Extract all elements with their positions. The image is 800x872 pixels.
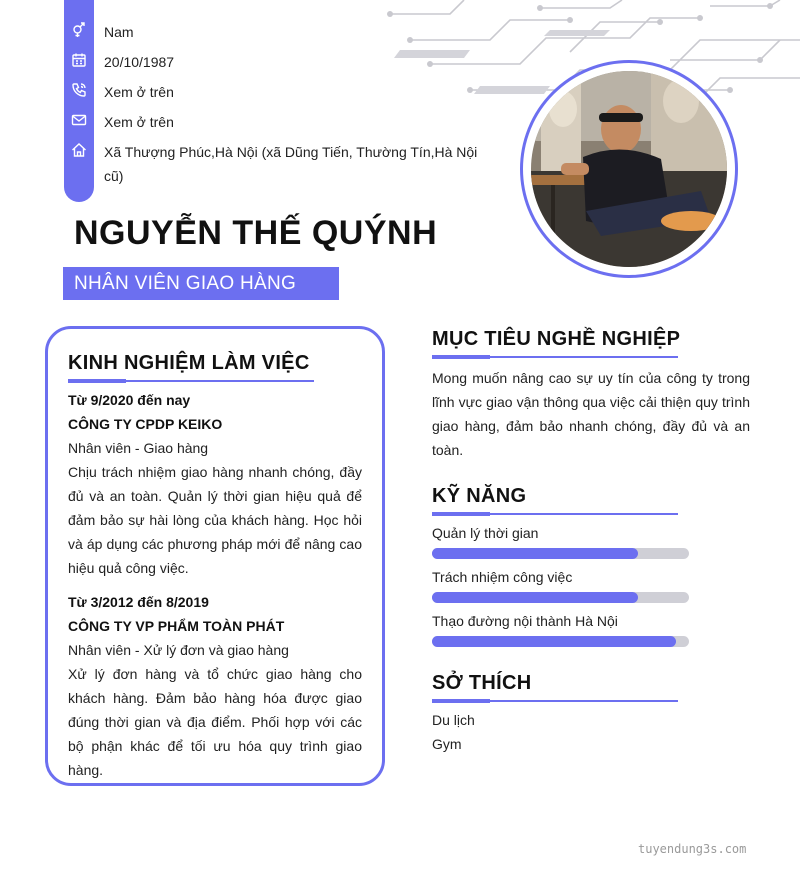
address-line-2: cũ) <box>104 168 124 184</box>
address-text <box>104 140 477 188</box>
experience-list <box>68 388 362 782</box>
address-line-1: Xã Thượng Phúc,Hà Nội (xã Dũng Tiến, Thường Tín,Hà Nội <box>104 144 478 160</box>
birthday-text: 20/10/1987 <box>104 54 175 70</box>
experience-description: Chịu trách nhiệm giao hàng nhanh chóng, đầy đủ và an toàn. Quản lý thời gian hiệu quả để đảm bảo sự hài lòng của khách hàng. Học hỏi và áp dụng các phương pháp mới để nâng cao hiệu quả công việc. <box>68 464 362 576</box>
skill-bar-fill <box>432 636 676 647</box>
objective-title: MỤC TIÊU NGHỀ NGHIỆP <box>432 328 681 350</box>
phone-row <box>64 80 484 104</box>
experience-period: Từ 9/2020 đến nay <box>68 392 191 408</box>
skill-label: Thạo đường nội thành Hà Nội <box>432 613 618 629</box>
skill-bar-track <box>432 548 689 559</box>
hobbies-title: SỞ THÍCH <box>432 672 532 694</box>
gender-icon <box>64 20 94 40</box>
skills-title: KỸ NĂNG <box>432 485 527 507</box>
email-row <box>64 110 484 134</box>
watermark: tuyendung3s.com <box>638 842 747 856</box>
hobby-item: Du lịch <box>432 712 475 728</box>
hobby-item: Gym <box>432 736 462 752</box>
candidate-name: NGUYỄN THẾ QUÝNH <box>74 214 438 252</box>
experience-position: Nhân viên - Giao hàng <box>68 440 209 456</box>
skill-bar-track <box>432 636 689 647</box>
birthday-row <box>64 50 484 74</box>
hobbies-underline <box>432 700 678 702</box>
experience-description: Xử lý đơn hàng và tổ chức giao hàng cho khách hàng. Đảm bảo hàng hóa được giao đúng thời gian và địa điểm. Phối hợp với các bộ phận khác để tối ưu hóa quy trình giao hàng. <box>68 666 362 778</box>
phone-text: Xem ở trên <box>104 84 174 100</box>
hobbies-list <box>432 708 750 756</box>
skill-bar-track <box>432 592 689 603</box>
address-row <box>64 140 484 188</box>
job-title-banner: NHÂN VIÊN GIAO HÀNG <box>63 267 339 300</box>
mail-icon <box>64 110 94 130</box>
email-text: Xem ở trên <box>104 114 174 130</box>
skill-bar-fill <box>432 592 638 603</box>
experience-item <box>68 388 362 580</box>
calendar-icon <box>64 50 94 70</box>
experience-company: CÔNG TY CPDP KEIKO <box>68 416 223 432</box>
skills-underline <box>432 513 678 515</box>
objective-text: Mong muốn nâng cao sự uy tín của công ty trong lĩnh vực giao vận thông qua việc cải thiện quy trình giao hàng, đảm bảo nhanh chóng, đầy đủ và an toàn. <box>432 370 750 458</box>
experience-item <box>68 590 362 782</box>
skill-label: Trách nhiệm công việc <box>432 569 573 585</box>
experience-position: Nhân viên - Xử lý đơn và giao hàng <box>68 642 289 658</box>
experience-title: KINH NGHIỆM LÀM VIỆC <box>68 352 310 374</box>
experience-period: Từ 3/2012 đến 8/2019 <box>68 594 209 610</box>
skill-label: Quản lý thời gian <box>432 525 539 541</box>
home-icon <box>64 140 94 160</box>
skill-bar-fill <box>432 548 638 559</box>
objective-underline <box>432 356 678 358</box>
profile-photo <box>531 71 727 267</box>
experience-underline <box>68 380 314 382</box>
experience-company: CÔNG TY VP PHẨM TOÀN PHÁT <box>68 618 285 634</box>
phone-icon <box>64 80 94 100</box>
gender-text: Nam <box>104 24 134 40</box>
gender-row <box>64 20 484 44</box>
